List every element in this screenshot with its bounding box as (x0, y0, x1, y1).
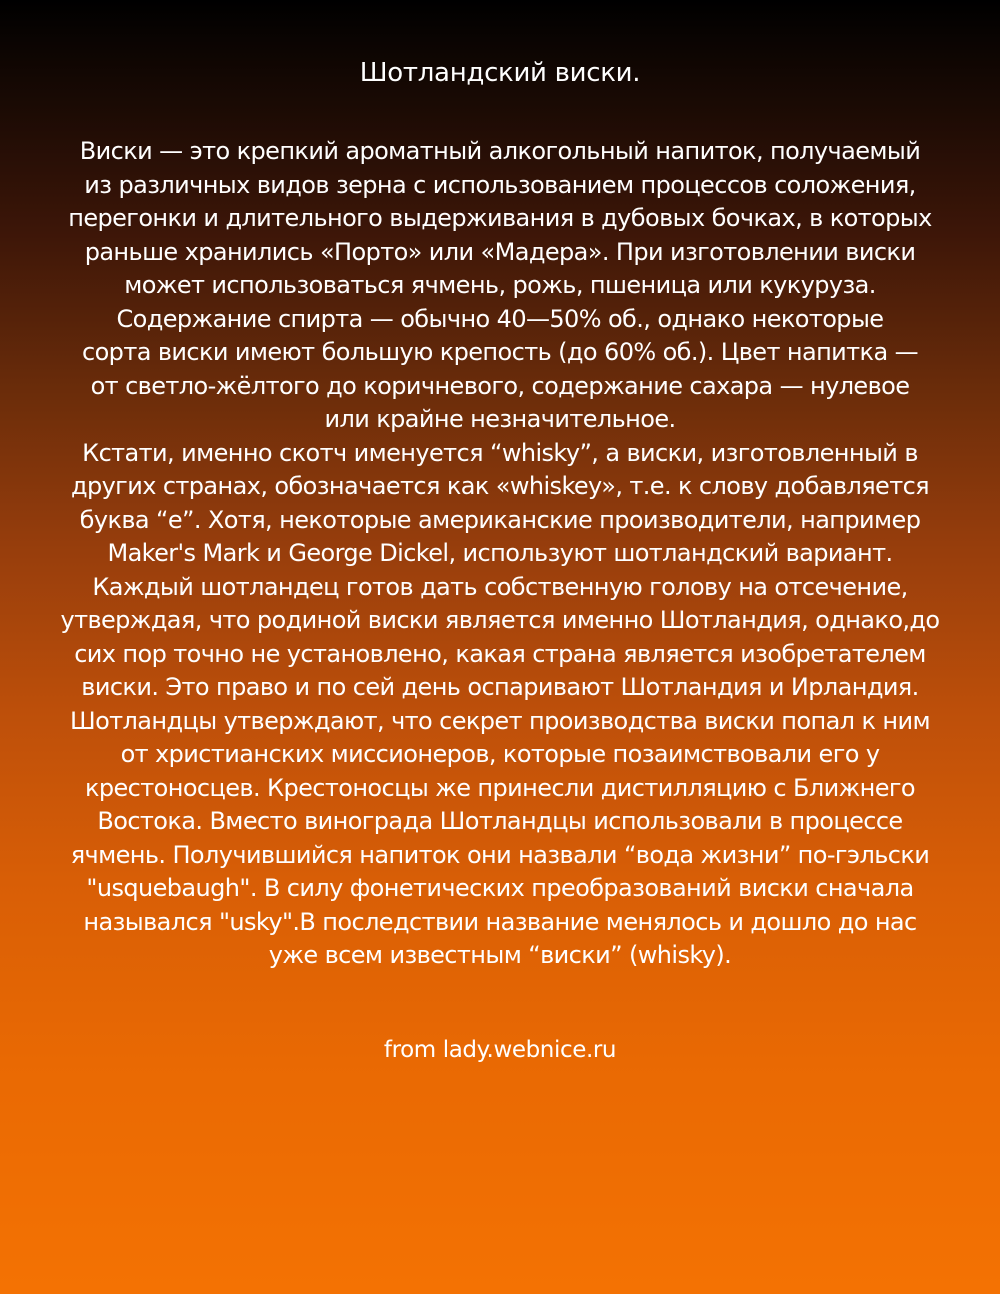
text-line: от светло-жёлтого до коричневого, содержание сахара — нулевое (90, 371, 910, 400)
text-line: может использоваться ячмень, рожь, пшеница или кукуруза. (124, 271, 876, 299)
document-title: Шотландский виски. (359, 58, 641, 88)
text-line: уже всем известным “виски” (whisky). (268, 941, 732, 969)
text-line: сорта виски имеют большую крепость (до 60% об.). Цвет напитка — (82, 338, 918, 366)
text-line: крестоносцев. Крестоносцы же принесли дистилляцию с Ближнего (84, 773, 916, 802)
text-line: буква “e”. Хотя, некоторые американские производители, например (79, 505, 921, 534)
text-line: виски. Это право и по сей день оспаривают Шотландия и Ирландия. (81, 673, 919, 701)
text-line: Maker's Mark и George Dickel, используют шотландский вариант. (107, 539, 893, 567)
text-line: Содержание спирта — обычно 40—50% об., однако некоторые (116, 304, 884, 333)
text-line: "usquebaugh". В силу фонетических преобразований виски сначала (86, 874, 914, 902)
article-body (40, 135, 960, 973)
text-line: Шотландцы утверждают, что секрет производства виски попал к ним (70, 706, 930, 735)
text-line: перегонки и длительного выдерживания в дубовых бочках, в которых (68, 204, 932, 232)
text-line: из различных видов зерна с использованием процессов соложения, (84, 170, 916, 199)
text-line: сих пор точно не установлено, какая страна является изобретателем (74, 639, 926, 668)
text-line: от христианских миссионеров, которые позаимствовали его у (120, 740, 880, 768)
text-line: ячмень. Получившийся напиток они назвали “вода жизни” по-гэльски (70, 840, 930, 869)
source-credit: from lady.webnice.ru (383, 1037, 617, 1063)
text-line: других странах, обозначается как «whiskey», т.е. к слову добавляется (70, 472, 930, 500)
text-line: раньше хранились «Порто» или «Мадера». При изготовлении виски (84, 237, 916, 266)
text-line: Виски — это крепкий ароматный алкогольный напиток, получаемый (79, 137, 921, 165)
text-line: Востока. Вместо винограда Шотландцы использовали в процессе (97, 807, 903, 835)
text-line: или крайне незначительное. (324, 405, 676, 433)
text-line: назывался "usky".В последствии название менялось и дошло до нас (83, 907, 917, 936)
text-line: утверждая, что родиной виски является именно Шотландия, однако,до (60, 606, 940, 634)
text-line: Кстати, именно скотч именуется “whisky”, а виски, изготовленный в (82, 438, 918, 467)
text-line: Каждый шотландец готов дать собственную голову на отсечение, (92, 572, 908, 601)
